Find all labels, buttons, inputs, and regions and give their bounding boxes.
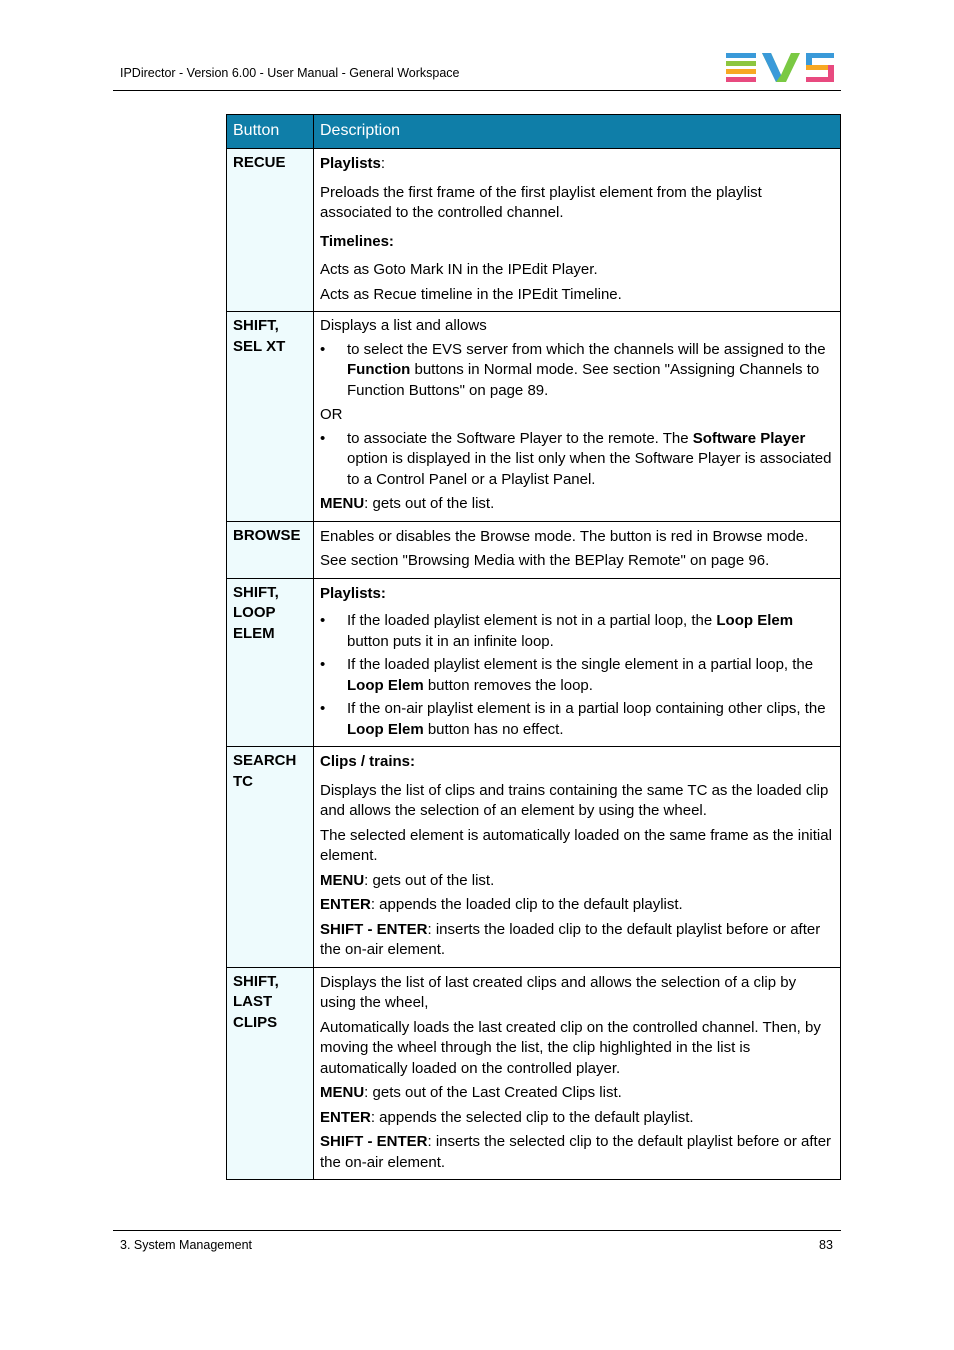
bullet-list	[320, 611, 834, 740]
bold-term: Clips / trains:	[320, 753, 416, 770]
text: button puts it in an infinite loop.	[347, 632, 554, 650]
description-cell	[314, 149, 841, 312]
paragraph: Enables or disables the Browse mode. The button is red in Browse mode.	[320, 527, 809, 545]
text: If the on-air playlist element is in a partial loop containing other clips, the	[347, 700, 826, 717]
text: buttons in Normal mode. See section "Assigning Channels to Function Buttons" on page 89.	[347, 361, 820, 399]
text: : inserts the selected clip to the default playlist before or after the on-air element.	[320, 1133, 832, 1171]
text: button has no effect.	[423, 720, 564, 738]
description-cell	[314, 521, 841, 578]
bold-term: MENU	[320, 871, 365, 889]
bullet-list	[320, 429, 834, 491]
button-cell	[227, 747, 314, 968]
list-item: • to select the EVS server from which the channels will be assigned to the Function buttons in Normal mode. See section "Assigning Channels to Function Buttons" on page 89.	[320, 340, 826, 399]
column-header-description: Description	[314, 115, 841, 149]
bold-term: Playlists	[320, 155, 381, 172]
description-cell	[314, 578, 841, 747]
text: : gets out of the Last Created Clips list.	[364, 1084, 622, 1101]
paragraph: Displays a list and allows	[320, 317, 487, 334]
paragraph: Preloads the first frame of the first playlist element from the playlist associated to the controlled channel.	[320, 183, 762, 221]
paragraph: OR	[320, 406, 343, 423]
bullet-list	[320, 340, 834, 402]
list-item: • If the loaded playlist element is the single element in a partial loop, the Loop Elem button removes the loop.	[320, 656, 814, 694]
table-row	[227, 149, 841, 312]
bold-term: Loop Elem	[347, 720, 424, 738]
button-name: RECUE	[233, 154, 286, 171]
paragraph: Acts as Recue timeline in the IPEdit Timeline.	[320, 285, 622, 303]
description-cell	[314, 747, 841, 968]
table-row	[227, 747, 841, 968]
paragraph: Automatically loads the last created clip on the controlled channel. Then, by moving the wheel through the list, the clip highlighted in the list is automatically loaded on the controlled player.	[320, 1018, 821, 1077]
list-item: • If the loaded playlist element is not in a partial loop, the Loop Elem button puts it in an infinite loop.	[320, 612, 794, 650]
bold-term: MENU	[320, 495, 365, 512]
bold-term: Loop Elem	[347, 676, 424, 694]
page-number: 83	[819, 1238, 833, 1252]
list-item: • If the on-air playlist element is in a partial loop containing other clips, the Loop Elem button has no effect.	[320, 700, 826, 738]
text: :	[380, 155, 386, 172]
paragraph: See section "Browsing Media with the BEPlay Remote" on page 96.	[320, 552, 770, 569]
text: : gets out of the list.	[364, 495, 495, 512]
bold-term: Timelines:	[320, 232, 394, 250]
button-cell	[227, 312, 314, 522]
table-row	[227, 967, 841, 1180]
footer-rule	[113, 1230, 841, 1231]
table-row	[227, 578, 841, 747]
bold-term: ENTER	[320, 896, 371, 913]
text: If the loaded playlist element is the single element in a partial loop, the	[347, 656, 814, 673]
column-header-button: Button	[227, 115, 314, 149]
paragraph: Displays the list of clips and trains containing the same TC as the loaded clip and allows the selection of an element by using the wheel.	[320, 781, 829, 819]
text: : inserts the loaded clip to the default playlist before or after the on-air element.	[320, 920, 821, 958]
button-cell	[227, 149, 314, 312]
page-header-title: IPDirector - Version 6.00 - User Manual - General Workspace	[120, 66, 460, 80]
bold-term: Software Player	[692, 429, 806, 447]
button-cell	[227, 967, 314, 1180]
button-name: SEARCH TC	[233, 752, 297, 790]
bold-term: ENTER	[320, 1108, 371, 1126]
header-rule	[113, 90, 841, 91]
button-description-table	[226, 114, 841, 1180]
button-cell	[227, 578, 314, 747]
bold-term: Playlists:	[320, 584, 386, 602]
bold-term: SHIFT - ENTER	[320, 1133, 428, 1150]
button-name: SHIFT, LOOP ELEM	[233, 583, 279, 642]
text: : appends the selected clip to the default playlist.	[370, 1108, 694, 1126]
footer-section: 3. System Management	[120, 1238, 253, 1252]
table-row	[227, 521, 841, 578]
bold-term: SHIFT - ENTER	[320, 920, 428, 938]
text: to associate the Software Player to the remote. The	[347, 429, 693, 447]
bold-term: Loop Elem	[716, 612, 794, 629]
paragraph: The selected element is automatically loaded on the same frame as the initial element.	[320, 826, 832, 864]
text: option is displayed in the list only when the Software Player is associated to a Control Panel or a Playlist Panel.	[347, 450, 832, 488]
button-name: BROWSE	[233, 526, 301, 544]
bold-term: Function	[347, 361, 411, 378]
text: to select the EVS server from which the channels will be assigned to the	[347, 340, 826, 358]
evs-logo	[726, 53, 834, 83]
button-name: SHIFT, LAST CLIPS	[233, 972, 279, 1031]
description-cell	[314, 967, 841, 1180]
text: button removes the loop.	[423, 676, 593, 694]
description-cell	[314, 312, 841, 522]
list-item: • to associate the Software Player to the remote. The Software Player option is displayed in the list only when the Software Player is associated to a Control Panel or a Playlist Panel.	[320, 429, 832, 488]
subheading	[320, 232, 834, 253]
text: : appends the loaded clip to the default playlist.	[370, 896, 683, 913]
button-name: SHIFT, SEL XT	[233, 317, 286, 355]
paragraph: Displays the list of last created clips and allows the selection of a clip by using the wheel,	[320, 973, 797, 1011]
bold-term: MENU	[320, 1084, 365, 1101]
text: : gets out of the list.	[364, 871, 495, 889]
text: If the loaded playlist element is not in a partial loop, the	[347, 612, 717, 629]
paragraph: Acts as Goto Mark IN in the IPEdit Player.	[320, 261, 598, 278]
table-row	[227, 312, 841, 522]
button-cell	[227, 521, 314, 578]
